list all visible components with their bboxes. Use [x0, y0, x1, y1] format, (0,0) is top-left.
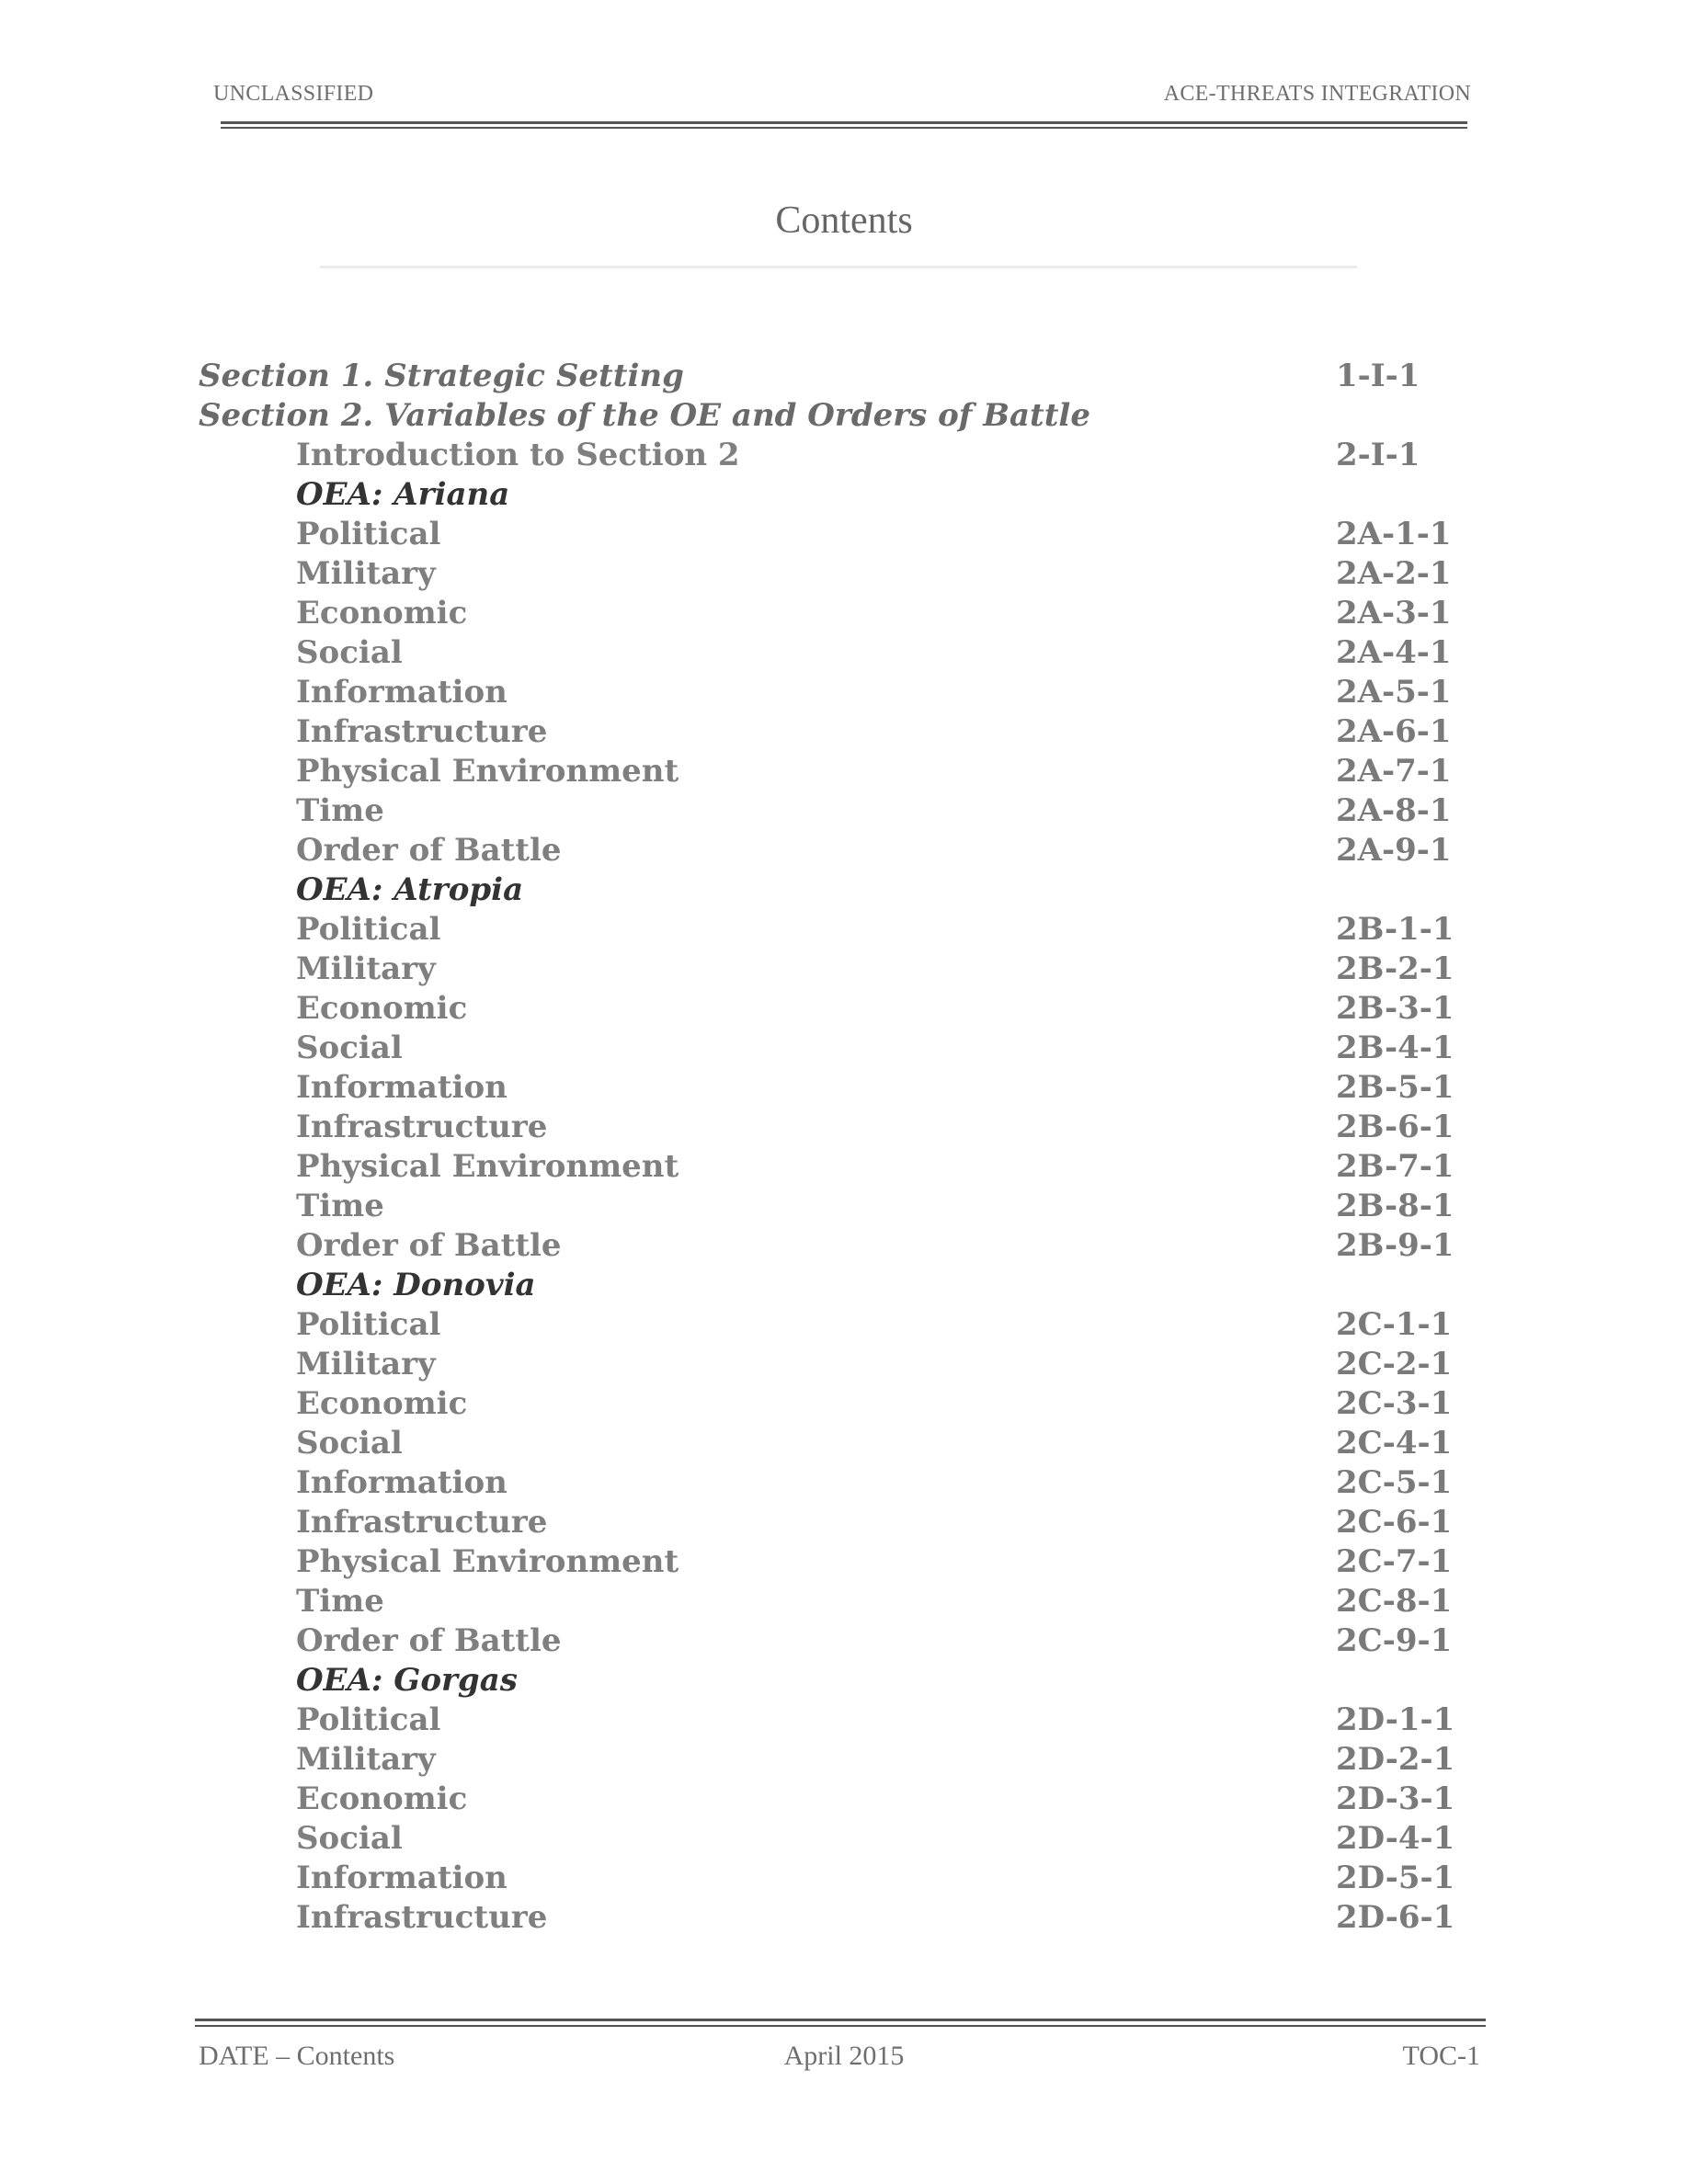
toc-entry-page: 2A-3-1 [1336, 595, 1452, 631]
toc-entry-page: 2D-3-1 [1336, 1780, 1455, 1817]
toc-entry-label: Time [296, 792, 384, 829]
toc-oea-heading[interactable] [0, 1661, 1688, 1701]
toc-entry-label: Time [296, 1188, 384, 1224]
toc-entry-label: Political [296, 1701, 441, 1738]
toc-entry[interactable] [0, 1859, 1688, 1898]
toc-entry-page: 1-I-1 [1336, 358, 1420, 394]
toc-entry-page: 2A-4-1 [1336, 634, 1452, 671]
toc-entry-page: 2D-5-1 [1336, 1860, 1455, 1896]
header-document-title: ACE-THREATS INTEGRATION [1163, 82, 1471, 106]
header-rule [221, 121, 1467, 129]
toc-entry-label: Social [296, 1820, 403, 1857]
toc-entry-label: Time [296, 1583, 384, 1620]
toc-entry-label: Physical Environment [296, 1148, 679, 1185]
toc-entry-label: Social [296, 1425, 403, 1462]
toc-entry-label: OEA: Donovia [296, 1267, 536, 1303]
toc-entry-label: OEA: Gorgas [296, 1662, 518, 1699]
toc-entry[interactable] [0, 791, 1688, 831]
toc-entry[interactable] [0, 1463, 1688, 1503]
toc-entry-page: 2B-2-1 [1336, 950, 1454, 987]
toc-entry-page: 2C-5-1 [1336, 1464, 1453, 1501]
toc-entry-label: OEA: Atropia [296, 871, 524, 908]
toc-entry-label: Infrastructure [296, 713, 548, 750]
toc-entry-label: Section 1. Strategic Setting [199, 358, 684, 394]
toc-entry[interactable] [0, 594, 1688, 633]
toc-entry-page: 2A-5-1 [1336, 674, 1452, 711]
toc-entry-page: 2B-9-1 [1336, 1227, 1454, 1264]
toc-entry[interactable] [0, 1029, 1688, 1068]
toc-oea-heading[interactable] [0, 475, 1688, 515]
toc-entry[interactable] [0, 1108, 1688, 1147]
toc-entry[interactable] [0, 1740, 1688, 1780]
toc-entry-label: Section 2. Variables of the OE and Orders of Battle [199, 397, 1090, 434]
toc-entry[interactable] [0, 673, 1688, 712]
toc-entry-label: Physical Environment [296, 753, 679, 790]
toc-entry-page: 2D-4-1 [1336, 1820, 1455, 1857]
toc-entry-label: Economic [296, 1385, 468, 1422]
toc-entry[interactable] [0, 1226, 1688, 1266]
toc-entry-label: OEA: Ariana [296, 476, 510, 513]
toc-entry-label: Infrastructure [296, 1504, 548, 1541]
toc-entry-label: Military [296, 555, 436, 592]
table-of-contents [0, 357, 1688, 1938]
header-classification: UNCLASSIFIED [213, 82, 374, 106]
toc-entry-label: Order of Battle [296, 1622, 562, 1659]
footer-date-label: DATE – Contents [199, 2041, 395, 2071]
toc-entry-page: 2A-2-1 [1336, 555, 1452, 592]
toc-entry-label: Economic [296, 990, 468, 1027]
toc-entry-page: 2D-2-1 [1336, 1741, 1455, 1778]
toc-entry-page: 2B-3-1 [1336, 990, 1454, 1027]
toc-entry-label: Political [296, 1306, 441, 1343]
toc-entry-page: 2C-2-1 [1336, 1346, 1453, 1382]
toc-entry-page: 2C-8-1 [1336, 1583, 1453, 1620]
footer-rule-secondary [195, 2025, 1486, 2027]
toc-entry-page: 2A-8-1 [1336, 792, 1452, 829]
toc-entry-label: Social [296, 1029, 403, 1066]
toc-entry[interactable] [0, 831, 1688, 870]
toc-oea-heading[interactable] [0, 870, 1688, 910]
toc-entry-page: 2C-3-1 [1336, 1385, 1453, 1422]
toc-entry-label: Military [296, 950, 436, 987]
toc-entry-page: 2B-1-1 [1336, 911, 1454, 948]
toc-entry[interactable] [0, 989, 1688, 1029]
toc-entry-page: 2C-6-1 [1336, 1504, 1453, 1541]
toc-entry-page: 2B-5-1 [1336, 1069, 1454, 1106]
toc-entry[interactable] [0, 752, 1688, 791]
toc-entry[interactable] [0, 1542, 1688, 1582]
toc-section-entry[interactable] [0, 357, 1688, 396]
toc-entry-page: 2A-6-1 [1336, 713, 1452, 750]
toc-entry[interactable] [0, 1898, 1688, 1938]
toc-entry[interactable] [0, 1503, 1688, 1542]
toc-entry[interactable] [0, 712, 1688, 752]
toc-entry[interactable] [0, 1305, 1688, 1345]
toc-entry-page: 2C-7-1 [1336, 1543, 1453, 1580]
footer-date: April 2015 [783, 2041, 905, 2071]
toc-entry[interactable] [0, 1345, 1688, 1384]
toc-entry[interactable] [0, 554, 1688, 594]
toc-entry[interactable] [0, 1780, 1688, 1819]
toc-entry[interactable] [0, 1187, 1688, 1226]
toc-entry[interactable] [0, 1701, 1688, 1740]
toc-entry[interactable] [0, 1621, 1688, 1661]
toc-entry[interactable] [0, 633, 1688, 673]
toc-entry-label: Information [296, 674, 508, 711]
toc-entry-label: Infrastructure [296, 1899, 548, 1936]
toc-entry-page: 2-I-1 [1336, 437, 1420, 473]
toc-entry-label: Political [296, 516, 441, 552]
toc-entry-page: 2C-1-1 [1336, 1306, 1453, 1343]
toc-entry-page: 2B-6-1 [1336, 1109, 1454, 1145]
toc-entry-page: 2A-9-1 [1336, 832, 1452, 869]
toc-entry-page: 2B-7-1 [1336, 1148, 1454, 1185]
toc-entry-label: Military [296, 1346, 436, 1382]
toc-entry-page: 2D-1-1 [1336, 1701, 1455, 1738]
toc-entry[interactable] [0, 1068, 1688, 1108]
toc-entry[interactable] [0, 910, 1688, 950]
toc-entry-page: 2B-8-1 [1336, 1188, 1454, 1224]
toc-entry-page: 2C-9-1 [1336, 1622, 1453, 1659]
toc-entry-label: Information [296, 1860, 508, 1896]
toc-oea-heading[interactable] [0, 1266, 1688, 1305]
toc-entry-label: Infrastructure [296, 1109, 548, 1145]
toc-entry[interactable] [0, 1819, 1688, 1859]
toc-entry-label: Order of Battle [296, 832, 562, 869]
toc-entry[interactable] [0, 1424, 1688, 1463]
toc-entry[interactable] [0, 436, 1688, 475]
toc-entry-label: Economic [296, 595, 468, 631]
footer-page-number: TOC-1 [1402, 2041, 1480, 2071]
toc-entry[interactable] [0, 515, 1688, 554]
toc-entry-page: 2A-7-1 [1336, 753, 1452, 790]
title-rule [320, 266, 1357, 268]
toc-entry-label: Information [296, 1464, 508, 1501]
toc-entry-label: Military [296, 1741, 436, 1778]
toc-entry-page: 2B-4-1 [1336, 1029, 1454, 1066]
toc-entry-page: 2C-4-1 [1336, 1425, 1453, 1462]
toc-entry[interactable] [0, 1384, 1688, 1424]
toc-entry-label: Economic [296, 1780, 468, 1817]
toc-entry-label: Social [296, 634, 403, 671]
toc-entry-label: Political [296, 911, 441, 948]
toc-entry-page: 2A-1-1 [1336, 516, 1452, 552]
toc-entry-label: Introduction to Section 2 [296, 437, 740, 473]
toc-entry-label: Information [296, 1069, 508, 1106]
toc-entry-label: Physical Environment [296, 1543, 679, 1580]
toc-entry[interactable] [0, 1582, 1688, 1621]
toc-entry[interactable] [0, 1147, 1688, 1187]
toc-entry-page: 2D-6-1 [1336, 1899, 1455, 1936]
toc-entry-label: Order of Battle [296, 1227, 562, 1264]
footer-rule [195, 2019, 1486, 2021]
toc-section-entry[interactable] [0, 396, 1688, 436]
page-title: Contents [775, 199, 913, 242]
toc-entry[interactable] [0, 950, 1688, 989]
